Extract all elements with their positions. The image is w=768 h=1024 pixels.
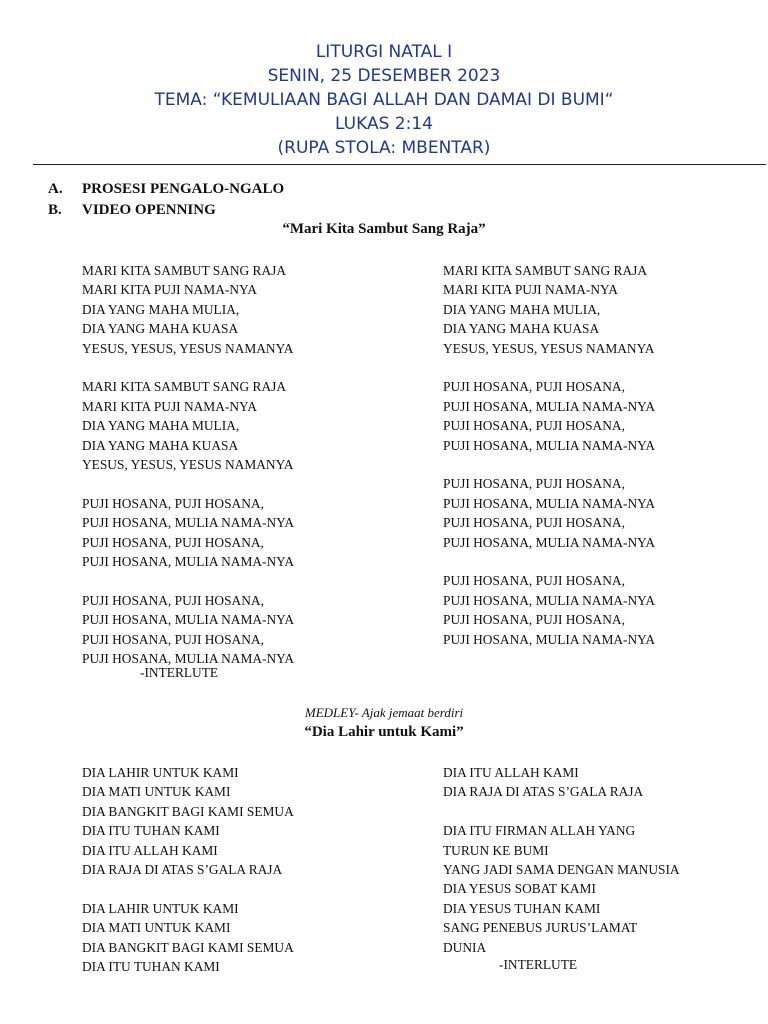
section-b-letter: B.	[48, 202, 62, 218]
stanza-gap	[443, 455, 655, 474]
lyric-line: MARI KITA PUJI NAMA-NYA	[82, 398, 257, 414]
lyric-line: DIA YESUS TUHAN KAMI	[443, 900, 601, 916]
lyric-line: DIA LAHIR UNTUK KAMI	[82, 765, 239, 780]
header-divider	[33, 164, 766, 165]
lyric-line: PUJI HOSANA, MULIA NAMA-NYA	[82, 515, 295, 531]
stanza	[443, 261, 655, 358]
lyric-line: DIA ITU TUHAN KAMI	[82, 823, 220, 839]
lyric-line: DIA YANG MAHA KUASA	[443, 321, 600, 337]
lyric-line: PUJI HOSANA, MULIA NAMA-NYA	[82, 651, 295, 667]
stanza	[443, 474, 655, 552]
liturgy-title: LITURGI NATAL I	[315, 42, 453, 62]
lyric-line: PUJI HOSANA, PUJI HOSANA,	[443, 379, 625, 395]
lyric-line: PUJI HOSANA, MULIA NAMA-NYA	[443, 631, 656, 647]
stanza	[443, 571, 655, 649]
lyric-line: YANG JADI SAMA DENGAN MANUSIA	[443, 862, 680, 878]
lyric-line: PUJI HOSANA, PUJI HOSANA,	[82, 495, 264, 511]
lyric-line: PUJI HOSANA, PUJI HOSANA,	[443, 476, 625, 492]
lyric-line: DIA ITU FIRMAN ALLAH YANG	[443, 823, 636, 839]
stanza-gap	[82, 474, 294, 493]
stanza	[82, 377, 294, 474]
song1-left-column	[82, 261, 294, 668]
lyric-line: DIA RAJA DI ATAS S’GALA RAJA	[443, 784, 644, 800]
lyric-line: DIA YANG MAHA KUASA	[82, 437, 239, 453]
lyric-line: DUNIA	[443, 939, 487, 955]
stanza	[82, 494, 294, 572]
lyric-line: PUJI HOSANA, MULIA NAMA-NYA	[443, 437, 656, 453]
section-a-title: PROSESI PENGALO-NGALO	[82, 181, 285, 197]
lyric-line: PUJI HOSANA, PUJI HOSANA,	[82, 534, 264, 550]
lyric-line: PUJI HOSANA, PUJI HOSANA,	[82, 592, 264, 608]
stanza	[443, 377, 655, 455]
lyric-line: MARI KITA SAMBUT SANG RAJA	[443, 263, 648, 278]
lyric-line: PUJI HOSANA, MULIA NAMA-NYA	[443, 495, 656, 511]
lyric-line: YESUS, YESUS, YESUS NAMANYA	[82, 457, 294, 473]
lyric-line: DIA ITU ALLAH KAMI	[443, 765, 579, 780]
stanza	[82, 591, 294, 669]
lyric-line: DIA BANGKIT BAGI KAMI SEMUA	[82, 803, 294, 819]
lyric-line: PUJI HOSANA, PUJI HOSANA,	[443, 515, 625, 531]
lyric-line: PUJI HOSANA, MULIA NAMA-NYA	[443, 534, 656, 550]
document-header	[0, 40, 768, 160]
lyric-line: MARI KITA PUJI NAMA-NYA	[443, 282, 618, 298]
lyric-line: DIA LAHIR UNTUK KAMI	[82, 900, 239, 916]
lyric-line: MARI KITA SAMBUT SANG RAJA	[82, 263, 287, 278]
lyric-line: TURUN KE BUMI	[443, 842, 549, 858]
stanza-gap	[443, 358, 655, 377]
stanza	[82, 763, 294, 879]
lyric-line: PUJI HOSANA, PUJI HOSANA,	[443, 573, 625, 589]
stanza	[82, 899, 294, 977]
lyric-line: PUJI HOSANA, MULIA NAMA-NYA	[443, 398, 656, 414]
lyric-line: DIA ITU TUHAN KAMI	[82, 959, 220, 975]
stanza	[82, 261, 294, 358]
stanza-gap	[443, 552, 655, 571]
song1-title: “Mari Kita Sambut Sang Raja”	[282, 221, 486, 237]
lyric-line: PUJI HOSANA, MULIA NAMA-NYA	[82, 554, 295, 570]
lyric-line: PUJI HOSANA, MULIA NAMA-NYA	[82, 612, 295, 628]
medley-note: MEDLEY- Ajak jemaat berdiri	[304, 705, 464, 720]
lyric-line: MARI KITA PUJI NAMA-NYA	[82, 282, 257, 298]
stanza-gap	[82, 358, 294, 377]
song1-interlude: -INTERLUTE	[140, 665, 219, 680]
stanza-gap	[82, 571, 294, 590]
stanza	[443, 821, 680, 957]
stanza-gap	[443, 802, 680, 821]
song2-interlude: -INTERLUTE	[499, 957, 578, 972]
lyric-line: YESUS, YESUS, YESUS NAMANYA	[443, 340, 655, 356]
lyric-line: DIA RAJA DI ATAS S’GALA RAJA	[82, 862, 283, 878]
stanza-gap	[82, 879, 294, 898]
lyric-line: PUJI HOSANA, MULIA NAMA-NYA	[443, 592, 656, 608]
lyric-line: DIA YANG MAHA MULIA,	[82, 418, 240, 434]
section-a	[48, 179, 284, 199]
lyric-line: PUJI HOSANA, PUJI HOSANA,	[82, 631, 264, 647]
lyric-line: DIA MATI UNTUK KAMI	[82, 920, 231, 936]
stole-color: (RUPA STOLA: MBENTAR)	[277, 138, 491, 158]
lyric-line: SANG PENEBUS JURUS’LAMAT	[443, 920, 638, 936]
service-date: SENIN, 25 DESEMBER 2023	[267, 66, 501, 86]
lyric-line: PUJI HOSANA, PUJI HOSANA,	[443, 612, 625, 628]
lyric-line: DIA YANG MAHA MULIA,	[82, 301, 240, 317]
scripture-reference: LUKAS 2:14	[335, 114, 433, 134]
lyric-line: MARI KITA SAMBUT SANG RAJA	[82, 379, 287, 395]
song2-left-column	[82, 763, 294, 976]
section-b-title: VIDEO OPENNING	[82, 202, 216, 218]
lyric-line: DIA YESUS SOBAT KAMI	[443, 881, 596, 897]
stanza	[443, 763, 680, 802]
section-a-letter: A.	[48, 181, 63, 197]
lyric-line: DIA YANG MAHA KUASA	[82, 321, 239, 337]
lyric-line: DIA BANGKIT BAGI KAMI SEMUA	[82, 939, 294, 955]
lyric-line: DIA YANG MAHA MULIA,	[443, 301, 601, 317]
lyric-line: DIA ITU ALLAH KAMI	[82, 842, 218, 858]
section-b	[48, 200, 216, 220]
lyric-line: YESUS, YESUS, YESUS NAMANYA	[82, 340, 294, 356]
song2-right-column	[443, 763, 680, 957]
lyric-line: DIA MATI UNTUK KAMI	[82, 784, 231, 800]
lyric-line: PUJI HOSANA, PUJI HOSANA,	[443, 418, 625, 434]
theme-line: TEMA: “KEMULIAAN BAGI ALLAH DAN DAMAI DI BUMI“	[154, 90, 614, 110]
song1-right-column	[443, 261, 655, 649]
song2-title: “Dia Lahir untuk Kami”	[304, 724, 464, 740]
